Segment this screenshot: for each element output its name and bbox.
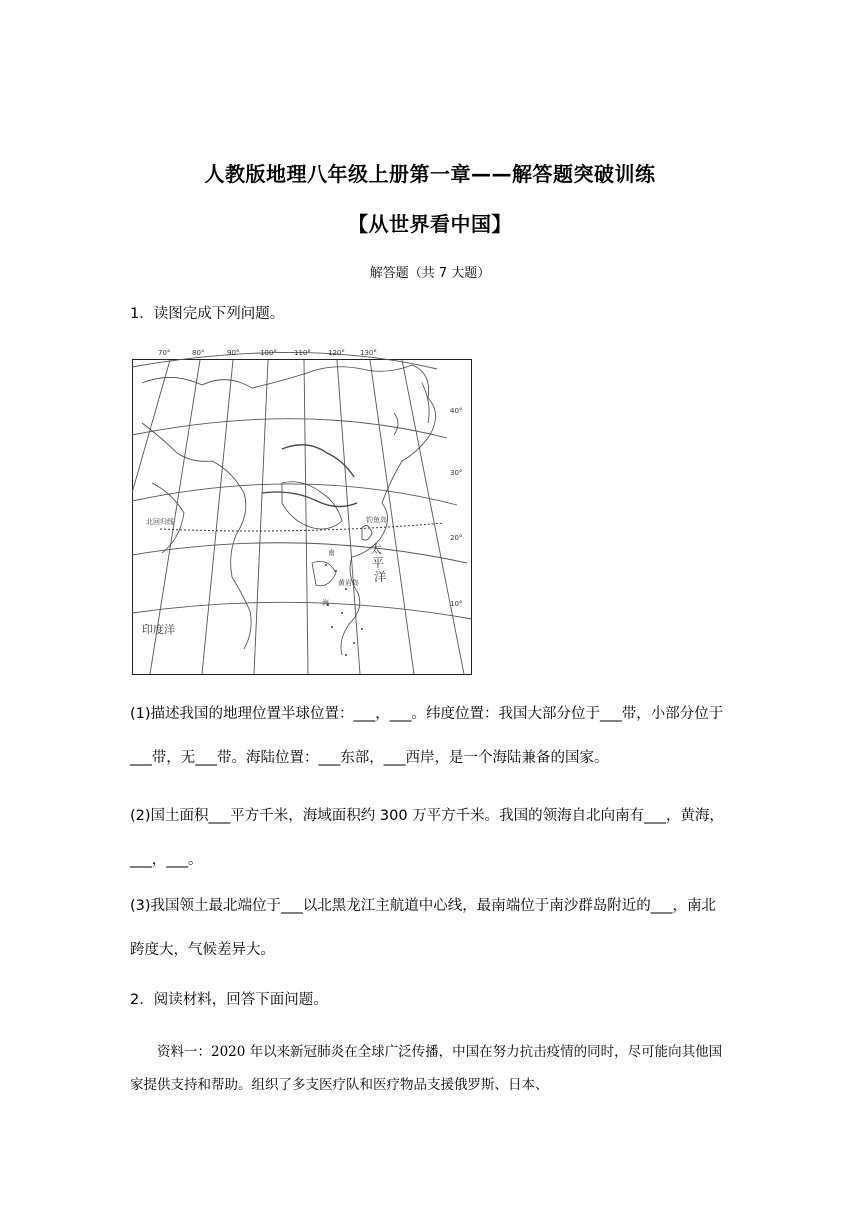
diaoyu-label: 钓鱼岛 bbox=[366, 516, 387, 524]
question-2-heading: 2．阅读材料，回答下面问题。 bbox=[130, 992, 328, 1008]
question-1-heading: 1．读图完成下列问题。 bbox=[130, 306, 285, 322]
lon-label-70: 70° bbox=[158, 349, 171, 357]
section-subtitle: 解答题（共 7 大题） bbox=[369, 266, 491, 281]
indian-ocean-label: 印度洋 bbox=[142, 623, 175, 636]
lon-label-130: 130° bbox=[360, 349, 377, 357]
pacific-char-3: 洋 bbox=[374, 570, 387, 584]
question-1-part-3: (3)我国领土最北端位于___以北黑龙江主航道中心线，最南端位于南沙群岛附近的___，南北跨度大，气候差异大。 bbox=[130, 898, 717, 958]
hai-label: 海 bbox=[322, 599, 329, 607]
question-2-material: 资料一：2020 年以来新冠肺炎在全球广泛传播，中国在努力抗击疫情的同时，尽可能向其他国家提供支持和帮助。组织了多支医疗队和医疗物品支援俄罗斯、日本、 bbox=[130, 1044, 723, 1093]
lat-label-10: 10° bbox=[450, 600, 463, 608]
pacific-char-1: 太 bbox=[370, 542, 383, 556]
tropic-label: 北回归线 bbox=[146, 518, 174, 526]
huangyan-label: 黄岩岛 bbox=[338, 579, 359, 587]
pacific-char-2: 平 bbox=[372, 556, 385, 570]
lon-label-110: 110° bbox=[294, 349, 311, 357]
title-line-2: 【从世界看中国】 bbox=[348, 212, 512, 236]
question-1-part-2: (2)国土面积___平方千米，海域面积约 300 万平方千米。我国的领海自北向南有___，黄海，___，___。 bbox=[130, 808, 724, 868]
lon-label-90: 90° bbox=[227, 349, 240, 357]
lat-label-20: 20° bbox=[450, 534, 463, 542]
lon-label-80: 80° bbox=[192, 349, 205, 357]
china-location-map bbox=[132, 343, 472, 675]
lat-label-30: 30° bbox=[450, 469, 463, 477]
lon-label-120: 120° bbox=[328, 349, 345, 357]
nan-label: 南 bbox=[328, 549, 335, 557]
title-line-1: 人教版地理八年级上册第一章——解答题突破训练 bbox=[204, 162, 656, 186]
question-1-part-1: (1)描述我国的地理位置半球位置：___，___。纬度位置：我国大部分位于___带，小部分位于___带，无___带。海陆位置：___东部，___西岸，是一个海陆兼备的国家。 bbox=[130, 706, 724, 766]
lon-label-100: 100° bbox=[260, 349, 277, 357]
lat-label-40: 40° bbox=[450, 407, 463, 415]
